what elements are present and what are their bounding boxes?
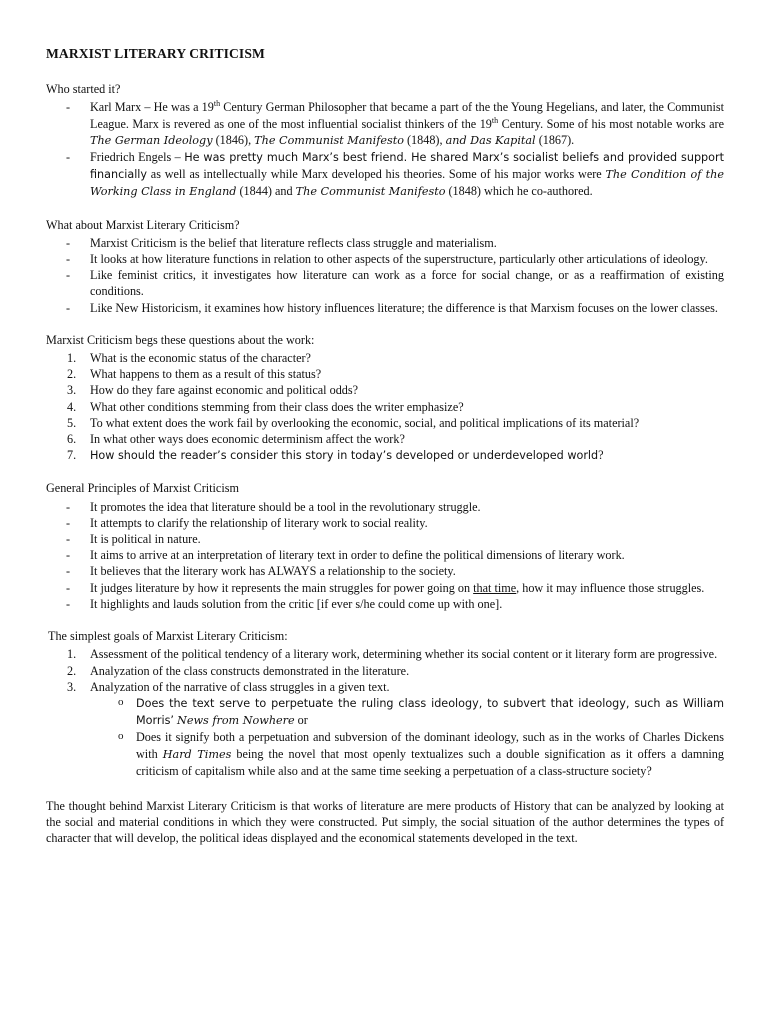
work-title: The German Ideology [90,133,213,147]
section-who-started [46,81,724,200]
dash-marker: - [66,100,71,115]
list-item: - Marxist Criticism is the belief that literature reflects class struggle and materialism. [66,235,497,250]
list-item: - It believes that the literary work has ALWAYS a relationship to the society. [66,564,456,579]
list-item: 2. What happens to them as a result of this status? [67,367,322,382]
list-item: - It is political in nature. [66,532,201,547]
work-title: The Communist Manifesto [254,133,404,147]
sublist-item: o Does the text serve to perpetuate the ruling class ideology, to subvert that ideology, such as William Morris’ News from Nowhere or [118,695,724,728]
list-item: - It highlights and lauds solution from the critic [if ever s/he could come up with one]. [66,596,503,611]
work-title: The Communist Manifesto [295,185,446,199]
list-item: - Like New Historicism, it examines how history influences literature; the difference is that Marxism focuses on the lower classes. [66,300,718,315]
principles-list [46,499,724,612]
work-title: and Das Kapital [445,133,536,147]
circle-marker: o [118,695,124,708]
list-item: 3. Analyzation of the narrative of class struggles in a given text. [67,679,390,694]
section-heading-what: What about Marxist Literary Criticism? [46,217,240,232]
circle-marker: o [118,730,124,743]
section-heading-questions: Marxist Criticism begs these questions about the work: [46,332,315,347]
questions-list [46,350,724,464]
list-item: 6. In what other ways does economic determinism affect the work? [67,432,405,447]
list-item: 1. What is the economic status of the character? [67,351,311,366]
section-heading-principles: General Principles of Marxist Criticism [46,481,239,496]
list-item: - It judges literature by how it represents the main struggles for power going on that time, how it may influence those struggles. [66,580,705,595]
work-title: The Condition of the Working Class in England [90,168,724,199]
section-questions [46,332,724,465]
who-list [46,99,724,200]
list-item: 7. How should the reader’s consider this story in today’s developed or underdeveloped world? [67,448,604,463]
work-title: News from Nowhere [177,714,295,728]
list-item: 4. What other conditions stemming from their class does the writer emphasize? [67,399,464,414]
section-what-about [46,217,724,316]
section-heading-goals: The simplest goals of Marxist Literary Criticism: [48,629,288,644]
list-item: - It aims to arrive at an interpretation of literary text in order to define the political dimensions of literary work. [66,548,625,563]
list-item: - It attempts to clarify the relationship of literary work to social reality. [66,515,428,530]
conclusion-paragraph: The thought behind Marxist Literary Criticism is that works of literature are mere products of History that can be analyzed by looking at the social and material conditions in which they were constructed. Put simply, the social situation of the author determines the types of character that will develop, the political ideas displayed and the economical statements developed in the text. [46,798,724,846]
work-title: Hard Times [162,747,232,761]
list-item: 5. To what extent does the work fail by overlooking the economic, social, and political implications of its material? [67,415,640,430]
list-item: 2. Analyzation of the class constructs demonstrated in the literature. [67,663,410,678]
dash-marker: - [66,150,71,165]
list-item: 1. Assessment of the political tendency of a literary work, determining whether its social content or it literary form are progressive. [67,647,718,662]
goals-sublist [46,695,724,779]
section-principles [46,480,724,612]
list-item-marx: - Karl Marx – He was a 19th Century German Philosopher that became a part of the the Young Hegelians, and later, the Communist League. Marx is revered as one of the most influential socialist thinkers of the 19th Century. Some of his most notable works are The German Ideology (1846), The Communist Manifesto (1848), and Das Kapital (1867). [66,99,724,147]
page-title: MARXIST LITERARY CRITICISM [46,46,265,61]
section-goals [46,628,724,779]
list-item: 3. How do they fare against economic and political odds? [67,383,359,398]
sublist-item: o Does it signify both a perpetuation and subversion of the dominant ideology, such as in the works of Charles Dickens with Hard Times being the novel that most openly textualizes such a double signification as it offers a damning criticism of capitalism while also and at the same time seeking a perpetuation of a class-structure society? [118,730,724,778]
list-item: - Like feminist critics, it investigates how literature can work as a force for social change, or as a reaffirmation of existing conditions. [66,268,724,299]
section-heading-who: Who started it? [46,82,121,97]
what-list [46,235,724,316]
goals-list [46,646,724,695]
list-item: - It looks at how literature functions in relation to other aspects of the superstructure, particularly other articulations of ideology. [66,252,708,267]
list-item-engels: - Friedrich Engels – He was pretty much Marx’s best friend. He shared Marx’s socialist beliefs and provided support financially as well as intellectually while Marx developed his theories. Some of his major works were The Condition of the Working Class in England (1844) and The Communist Manifesto (1848) which he co-authored. [66,150,724,199]
list-item: - It promotes the idea that literature should be a tool in the revolutionary struggle. [66,499,481,514]
